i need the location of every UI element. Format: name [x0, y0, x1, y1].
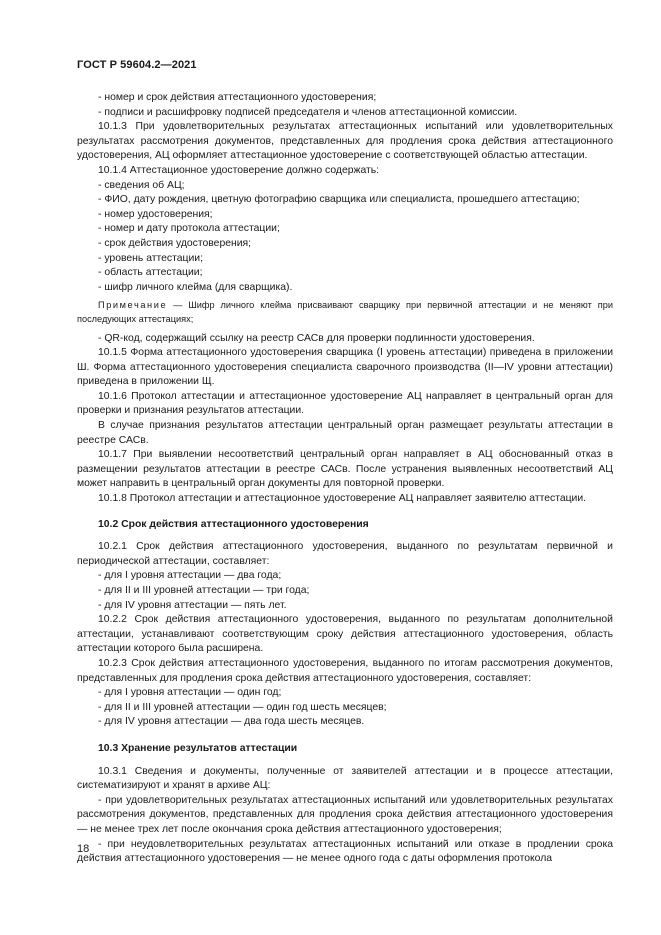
- section-heading-10-2: 10.2 Срок действия аттестационного удостоверения: [98, 518, 369, 530]
- page-number: 18: [77, 843, 90, 855]
- paragraph-10-2-1: 10.2.1 Срок действия аттестационного удостоверения, выданного по результатам первичной и периодической аттестации, составляет:: [77, 541, 613, 567]
- list-item: - сведения об АЦ;: [98, 179, 185, 191]
- list-item: - номер удостоверения;: [98, 208, 213, 220]
- note-label: Примечание: [98, 300, 168, 311]
- paragraph-10-2-2: 10.2.2 Срок действия аттестационного удостоверения, выданного по результатам дополнительной аттестации, устанавливают соответствующим сроку действия аттестационного удостоверения, область аттестации которого была расширена.: [77, 614, 613, 655]
- list-item: - для IV уровня аттестации — два года шесть месяцев.: [98, 716, 365, 728]
- list-item: - область аттестации;: [98, 267, 203, 279]
- section-heading-10-3: 10.3 Хранение результатов аттестации: [98, 742, 298, 754]
- list-item: - QR-код, содержащий ссылку на реестр САСв для проверки подлинности удостоверения.: [98, 332, 535, 344]
- paragraph-10-1-7: 10.1.7 При выявлении несоответствий центральный орган направляет в АЦ обоснованный отказ в размещении результатов аттестации в реестре САСв. После устранения выявленных несоответствий АЦ может направить в центральный орган документы для повторной проверки.: [77, 449, 613, 490]
- document-header: ГОСТ Р 59604.2—2021: [77, 59, 197, 71]
- note: [77, 299, 613, 326]
- list-item: - для II и III уровней аттестации — один год шесть месяцев;: [98, 701, 387, 713]
- document-body: [77, 91, 613, 867]
- list-item: - при удовлетворительных результатах аттестационных испытаний или удовлетворительных результатах рассмотрения документов, представленных для продления срока действия аттестационного удостоверения — не менее трех лет после окончания срока действия аттестационного удостоверения;: [77, 794, 613, 835]
- list-item: - для I уровня аттестации — два года;: [98, 570, 282, 582]
- list-item: - для II и III уровней аттестации — три года;: [98, 585, 310, 596]
- list-item: - уровень аттестации;: [98, 252, 203, 264]
- list-item: - для IV уровня аттестации — пять лет.: [98, 599, 287, 611]
- paragraph-10-1-4: 10.1.4 Аттестационное удостоверение должно содержать:: [98, 164, 380, 176]
- list-item: - при неудовлетворительных результатах аттестационных испытаний или отказе в продлении срока действия аттестационного удостоверения — не менее одного года с даты оформления протокола: [77, 838, 613, 865]
- list-item: - срок действия удостоверения;: [98, 237, 252, 249]
- list-item: - для I уровня аттестации — один год;: [98, 687, 282, 699]
- list-item: - номер и дату протокола аттестации;: [98, 223, 280, 235]
- list-item: - ФИО, дату рождения, цветную фотографию сварщика или специалиста, прошедшего аттестацию;: [98, 194, 580, 206]
- paragraph-10-1-6-continued: В случае признания результатов аттестации центральный орган размещает результаты аттестации в реестре САСв.: [77, 420, 613, 446]
- paragraph-10-1-8: 10.1.8 Протокол аттестации и аттестационное удостоверение АЦ направляет заявителю аттестации.: [98, 493, 587, 505]
- paragraph-10-1-6: 10.1.6 Протокол аттестации и аттестационное удостоверение АЦ направляет в центральный орган для проверки и признания результатов аттестации.: [77, 390, 613, 417]
- paragraph-10-1-5: 10.1.5 Форма аттестационного удостоверения сварщика (I уровень аттестации) приведена в приложении Ш. Форма аттестационного удостоверения специалиста сварочного производства (II—IV уровни аттестации) приведена в приложении Щ.: [77, 347, 613, 388]
- paragraph-10-3-1: 10.3.1 Сведения и документы, полученные от заявителей аттестации и в процессе аттестации, систематизируют и хранят в архиве АЦ:: [77, 765, 613, 792]
- list-item: - шифр личного клейма (для сварщика).: [98, 281, 293, 293]
- paragraph-10-1-3: 10.1.3 При удовлетворительных результатах аттестационных испытаний или удовлетворительных результатах рассмотрения документов, представленных для продления срока действия аттестационного удостоверения, АЦ оформляет аттестационное удостоверение с соответствующей областью аттестации.: [77, 121, 613, 162]
- paragraph-10-2-3: 10.2.3 Срок действия аттестационного удостоверения, выданного по итогам рассмотрения документов, представленных для продления срока действия аттестационного удостоверения, составляет:: [77, 657, 613, 684]
- list-item: - подписи и расшифровку подписей председателя и членов аттестационной комиссии.: [98, 106, 518, 118]
- note-text: — Шифр личного клейма присваивают сварщику при первичной аттестации и не меняют при последующих аттестациях;: [77, 300, 613, 324]
- list-item: - номер и срок действия аттестационного удостоверения;: [98, 92, 377, 103]
